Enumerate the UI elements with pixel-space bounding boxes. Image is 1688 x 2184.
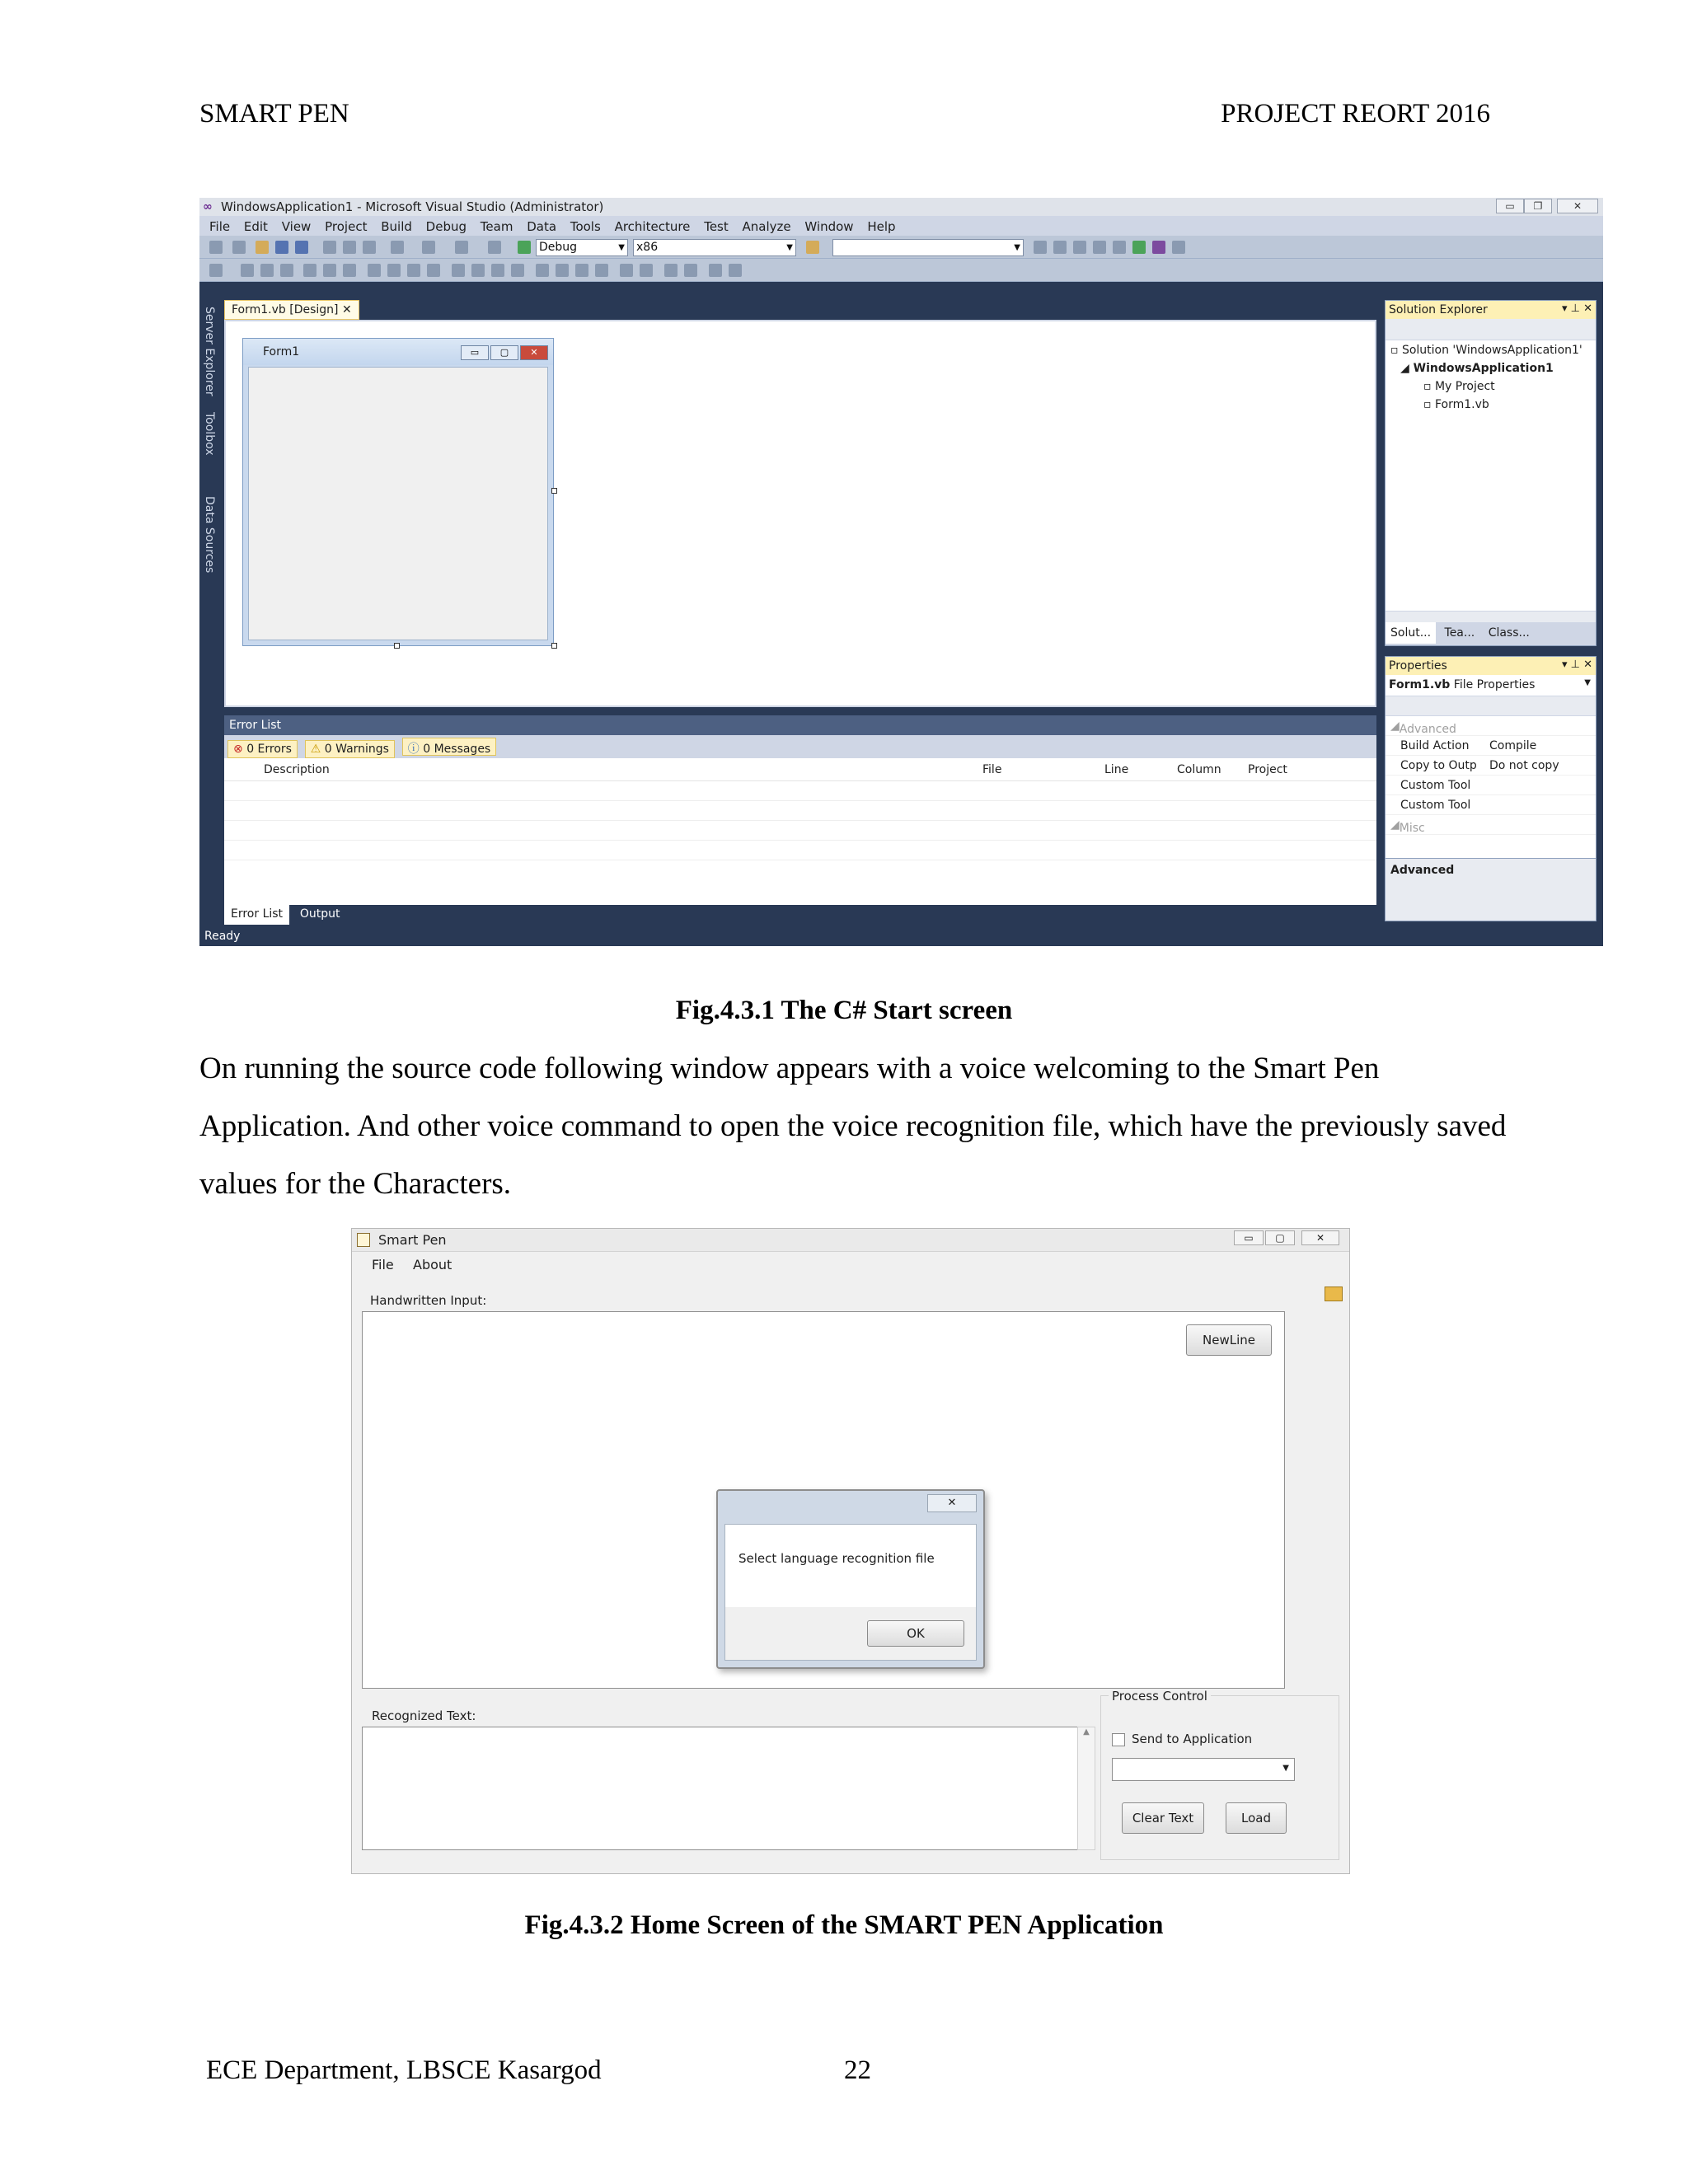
error-list-header	[224, 758, 1376, 781]
dialog-body	[724, 1524, 977, 1661]
send-to-back-icon[interactable]	[684, 264, 697, 277]
solution-explorer-icon[interactable]	[1034, 241, 1047, 254]
tab-error-list[interactable]: Error List	[224, 905, 289, 925]
navigate-back-icon[interactable]	[455, 241, 468, 254]
load-button[interactable]: Load	[1226, 1802, 1287, 1834]
find-in-files-icon[interactable]	[806, 241, 819, 254]
tree-item-my-project[interactable]: ▫ My Project	[1423, 380, 1495, 393]
start-debugging-icon[interactable]	[518, 241, 531, 254]
error-icon: ⊗	[233, 743, 243, 756]
clear-text-button[interactable]: Clear Text	[1122, 1802, 1204, 1834]
col-file[interactable]: File	[982, 763, 1002, 776]
open-icon[interactable]	[256, 241, 269, 254]
paste-icon[interactable]	[363, 241, 376, 254]
menu-debug[interactable]: Debug	[425, 219, 467, 234]
decrease-horizontal-spacing-icon[interactable]	[491, 264, 504, 277]
minimize-icon[interactable]: ▭	[1496, 199, 1524, 213]
chevron-down-icon: ▼	[1282, 1764, 1289, 1773]
redo-icon[interactable]	[422, 241, 435, 254]
standard-toolbar	[199, 236, 1603, 259]
form1-title: Form1	[263, 345, 300, 359]
tab-output[interactable]: Output	[299, 907, 340, 921]
tree-item-solution[interactable]: ▫ Solution 'WindowsApplication1'	[1390, 344, 1582, 357]
table-row	[224, 781, 1376, 801]
tree-item-project[interactable]: ◢ WindowsApplication1	[1400, 362, 1554, 375]
table-row	[224, 841, 1376, 860]
toolbox-icon[interactable]	[1093, 241, 1106, 254]
navigate-forward-icon[interactable]	[488, 241, 501, 254]
decrease-vertical-spacing-icon[interactable]	[575, 264, 588, 277]
properties-header	[1386, 657, 1596, 675]
process-control-label: Process Control	[1109, 1689, 1211, 1704]
properties-object-selector[interactable]: Form1.vb File Properties ▼	[1386, 675, 1596, 696]
smart-pen-window-title: Smart Pen	[378, 1232, 447, 1248]
application-select[interactable]	[1112, 1758, 1295, 1781]
resize-handle-bottom[interactable]	[394, 643, 400, 649]
header-left: SMART PEN	[199, 99, 349, 129]
app-icon	[357, 1233, 370, 1247]
vs-window-title: WindowsApplication1 - Microsoft Visual Studio (Administrator)	[221, 199, 604, 214]
smart-pen-menu-bar	[352, 1254, 1349, 1277]
newline-button[interactable]: NewLine	[1186, 1324, 1272, 1356]
recognized-text-label: Recognized Text:	[372, 1708, 476, 1723]
left-tool-strip	[199, 298, 221, 933]
open-folder-icon[interactable]	[1325, 1286, 1343, 1301]
toolbox-tab[interactable]: Toolbox	[203, 412, 216, 456]
chevron-down-icon: ▼	[1584, 678, 1591, 687]
solution-explorer-tabs	[1386, 622, 1596, 645]
menu-help[interactable]: Help	[867, 219, 896, 234]
error-list-title: Error List	[224, 715, 1376, 735]
increase-vertical-spacing-icon[interactable]	[556, 264, 569, 277]
form1-maximize-icon: ▢	[490, 345, 518, 360]
table-row	[224, 801, 1376, 821]
resize-handle-right[interactable]	[551, 488, 557, 494]
menu-window[interactable]: Window	[804, 219, 854, 234]
category-advanced[interactable]: ◢ Advanced	[1386, 716, 1596, 736]
align-to-grid-icon[interactable]	[209, 264, 223, 277]
remove-horizontal-spacing-icon[interactable]	[511, 264, 524, 277]
menu-data[interactable]: Data	[527, 219, 557, 234]
form-designer-surface[interactable]	[224, 320, 1376, 707]
menu-team[interactable]: Team	[480, 219, 513, 234]
file-dialog	[716, 1489, 985, 1669]
vs-logo-icon: ∞	[203, 200, 213, 213]
remove-vertical-spacing-icon[interactable]	[595, 264, 608, 277]
properties-pane	[1385, 656, 1597, 921]
form1-minimize-icon: ▭	[461, 345, 489, 360]
menu-project[interactable]: Project	[325, 219, 368, 234]
vertical-scrollbar[interactable]: ▲	[1077, 1727, 1095, 1850]
align-tops-icon[interactable]	[303, 264, 316, 277]
solution-explorer-pane	[1385, 300, 1597, 646]
warnings-filter-button[interactable]: ⚠ 0 Warnings	[305, 740, 395, 758]
save-all-icon[interactable]	[295, 241, 308, 254]
maximize-icon[interactable]: ▢	[1265, 1230, 1295, 1245]
figure-2-caption: Fig.4.3.2 Home Screen of the SMART PEN Application	[524, 1910, 1164, 1940]
undo-icon[interactable]	[391, 241, 404, 254]
tab-team-explorer[interactable]: Tea...	[1444, 626, 1475, 640]
property-description: Advanced	[1386, 858, 1596, 921]
send-to-application-checkbox[interactable]	[1112, 1733, 1125, 1746]
page-number: 22	[844, 2055, 871, 2085]
menu-build[interactable]: Build	[381, 219, 412, 234]
new-project-icon[interactable]	[209, 241, 223, 254]
menu-tools[interactable]: Tools	[570, 219, 601, 234]
align-lefts-icon[interactable]	[241, 264, 254, 277]
dialog-message: Select language recognition file	[738, 1551, 935, 1566]
center-horizontally-icon[interactable]	[620, 264, 633, 277]
ok-button[interactable]: OK	[867, 1620, 964, 1647]
tab-order-icon[interactable]	[709, 264, 722, 277]
properties-window-icon[interactable]	[1053, 241, 1067, 254]
error-list-pane	[224, 715, 1376, 905]
lock-controls-icon[interactable]	[729, 264, 742, 277]
close-icon[interactable]: ✕	[1301, 1230, 1339, 1245]
property-row[interactable]: Custom Tool	[1386, 795, 1596, 815]
menu-file[interactable]: File	[209, 219, 231, 234]
doc-tab-form1-design[interactable]	[224, 300, 359, 320]
minimize-icon[interactable]: ▭	[1234, 1230, 1264, 1245]
extension-manager-icon[interactable]	[1152, 241, 1165, 254]
resize-handle-corner[interactable]	[551, 643, 557, 649]
vs-menu-bar	[199, 216, 1603, 236]
col-column[interactable]: Column	[1177, 763, 1221, 776]
align-middles-icon[interactable]	[323, 264, 336, 277]
menu-view[interactable]: View	[281, 219, 312, 234]
dialog-footer	[725, 1607, 976, 1660]
warning-icon: ⚠	[310, 743, 321, 756]
smart-pen-title-bar	[352, 1229, 1349, 1252]
server-explorer-tab[interactable]: Server Explorer	[203, 307, 216, 396]
menu-about[interactable]: About	[413, 1257, 452, 1272]
solution-platform-combo[interactable]: x86 ▼	[633, 239, 796, 256]
bring-to-front-icon[interactable]	[664, 264, 678, 277]
menu-architecture[interactable]: Architecture	[614, 219, 691, 234]
form1-client-area	[248, 367, 548, 640]
save-icon[interactable]	[275, 241, 288, 254]
pin-close-icon[interactable]: ▾ ⊥ ✕	[1561, 302, 1592, 315]
form1-preview[interactable]	[242, 338, 554, 646]
horizontal-spacing-equal-icon[interactable]	[452, 264, 465, 277]
copy-icon[interactable]	[343, 241, 356, 254]
size-to-grid-icon[interactable]	[387, 264, 401, 277]
close-icon[interactable]: ✕	[1557, 199, 1598, 213]
close-tab-icon[interactable]: ✕	[341, 303, 352, 316]
align-centers-icon[interactable]	[260, 264, 274, 277]
error-list-filter-bar	[224, 735, 1376, 758]
vs-screenshot	[199, 198, 1603, 946]
data-sources-tab[interactable]: Data Sources	[203, 496, 216, 574]
properties-title: Properties	[1389, 659, 1447, 673]
info-icon: ⓘ	[407, 743, 420, 756]
figure-1-caption: Fig.4.3.1 The C# Start screen	[675, 996, 1013, 1025]
solution-config-combo[interactable]: Debug ▼	[536, 239, 628, 256]
class-view-icon[interactable]	[1113, 241, 1126, 254]
send-to-application-label: Send to Application	[1132, 1732, 1253, 1746]
align-rights-icon[interactable]	[280, 264, 293, 277]
restore-icon[interactable]: ❐	[1524, 199, 1552, 213]
center-vertically-icon[interactable]	[640, 264, 653, 277]
col-description[interactable]: Description	[264, 763, 330, 776]
property-row[interactable]: Custom Tool	[1386, 776, 1596, 795]
handwritten-input-label: Handwritten Input:	[370, 1293, 487, 1308]
find-combo[interactable]: ▼	[832, 239, 1024, 256]
command-window-icon[interactable]	[1172, 241, 1185, 254]
col-project[interactable]: Project	[1248, 763, 1287, 776]
tree-item-form1[interactable]: ▫ Form1.vb	[1423, 398, 1489, 411]
cut-icon[interactable]	[323, 241, 336, 254]
recognized-text-box[interactable]	[362, 1727, 1082, 1850]
bottom-tab-strip	[224, 905, 1376, 926]
vertical-spacing-equal-icon[interactable]	[536, 264, 549, 277]
make-same-size-icon[interactable]	[427, 264, 440, 277]
add-item-icon[interactable]	[232, 241, 246, 254]
col-line[interactable]: Line	[1104, 763, 1129, 776]
table-row	[224, 821, 1376, 841]
body-paragraph: On running the source code following window appears with a voice welcoming to the Smart Pen Application. And other voice command to open the voice recognition file, which have the previously saved values for the Characters.	[199, 1052, 1507, 1201]
menu-file[interactable]: File	[372, 1257, 394, 1272]
make-same-width-icon[interactable]	[368, 264, 381, 277]
solution-tree	[1386, 340, 1596, 419]
property-row[interactable]: Copy to Outp Do not copy	[1386, 756, 1596, 776]
start-page-icon[interactable]	[1132, 241, 1146, 254]
smart-pen-screenshot	[351, 1228, 1350, 1874]
property-row[interactable]: Build Action Compile	[1386, 736, 1596, 756]
solution-explorer-toolbar	[1386, 319, 1596, 340]
object-browser-icon[interactable]	[1073, 241, 1086, 254]
make-same-height-icon[interactable]	[407, 264, 420, 277]
footer-department: ECE Department, LBSCE Kasargod	[206, 2055, 602, 2085]
tab-class-view[interactable]: Class...	[1488, 626, 1530, 640]
dialog-close-icon[interactable]: ✕	[927, 1494, 977, 1512]
messages-filter-button[interactable]: ⓘ 0 Messages	[402, 738, 496, 756]
solution-explorer-header	[1386, 301, 1596, 319]
align-bottoms-icon[interactable]	[343, 264, 356, 277]
vs-title-bar	[199, 198, 1603, 216]
menu-analyze[interactable]: Analyze	[742, 219, 791, 234]
layout-toolbar	[199, 259, 1603, 282]
increase-horizontal-spacing-icon[interactable]	[471, 264, 485, 277]
horizontal-scrollbar[interactable]	[1386, 611, 1596, 622]
properties-toolbar	[1386, 696, 1596, 716]
errors-filter-button[interactable]: ⊗ 0 Errors	[227, 740, 298, 758]
menu-edit[interactable]: Edit	[243, 219, 268, 234]
menu-test[interactable]: Test	[704, 219, 729, 234]
status-bar: Ready	[199, 926, 1603, 946]
form1-close-icon: ✕	[520, 345, 548, 360]
category-misc[interactable]: ◢ Misc	[1386, 815, 1596, 835]
solution-explorer-title: Solution Explorer	[1389, 303, 1488, 316]
pin-close-icon[interactable]: ▾ ⊥ ✕	[1561, 658, 1592, 671]
doc-tab-label: Form1.vb [Design]	[232, 303, 339, 316]
tab-solution-explorer[interactable]: Solut...	[1386, 622, 1436, 644]
header-right: PROJECT REORT 2016	[1221, 99, 1490, 129]
